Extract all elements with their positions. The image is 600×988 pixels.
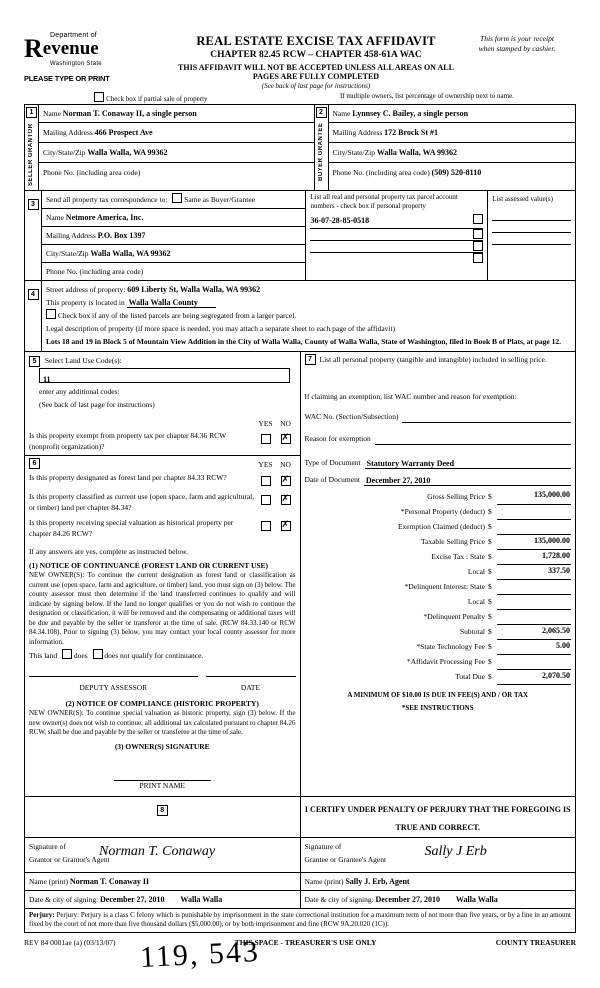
state-label: Washington State [50, 61, 102, 67]
forest-land-label: Is this property designated as forest land per chapter 84.33 RCW? [29, 473, 227, 482]
legal-description-value: Lots 18 and 19 in Block 5 of Mountain View Addition in the City of Walla Walla, County of Walla Walla, State of Washington, filed in Book B of Plats, at page 12. [46, 337, 562, 346]
excise-tax-affidavit-form [24, 30, 576, 949]
seller-citystate-value: Walla Walla, WA 99362 [87, 148, 168, 157]
receipt-note [458, 30, 576, 54]
tax-value: 135,000.00 [497, 534, 571, 549]
parcel-value-1: 36-07-28-85-0518 [310, 216, 370, 225]
tax-row [305, 609, 572, 624]
tax-value [497, 579, 571, 594]
section-8-number: 8 [157, 805, 168, 816]
tax-symbol: $ [488, 612, 492, 621]
grantor-date-label: Date & city of signing: [29, 894, 99, 904]
buyer-citystate-row [329, 143, 576, 163]
corr-mailing-row [42, 227, 305, 245]
buyer-phone-label: Phone No. (including area code) [332, 168, 430, 177]
seller-side-label [25, 105, 39, 191]
tax-row [305, 564, 572, 579]
seller-mailing-label: Mailing Address [43, 128, 93, 137]
qualify-label: qualify for continuance. [131, 651, 204, 660]
land-use-row [29, 354, 296, 367]
print-name-label: PRINT NAME [114, 780, 212, 790]
section-1-2 [24, 104, 576, 191]
continuance-qualify-row [29, 649, 296, 662]
notice-compliance-title: (2) NOTICE OF COMPLIANCE (HISTORIC PROPERTY) [65, 699, 259, 708]
if-any-yes-note: If any answers are yes, complete as instructed below. [29, 547, 189, 556]
tax-symbol: $ [488, 522, 492, 531]
grantor-sig-of-label: Grantor or Grantor's Agent [29, 854, 110, 864]
grantee-name-label: Name (print) [304, 876, 344, 886]
reason-label: Reason for exemption [304, 434, 371, 443]
historic-row [29, 517, 296, 539]
street-address-value: 609 Liberty St, Walla Walla, WA 99362 [127, 285, 261, 294]
tax-label: *Personal Property (deduct) [400, 507, 485, 516]
grantee-signature-area[interactable] [301, 838, 576, 872]
partial-sale-cell [24, 92, 278, 103]
see-back-note: (See back of last page for instructions) [261, 82, 371, 90]
segregated-label: Check box if any of the listed parcels are being segregated from a larger parcel. [57, 311, 297, 320]
doc-date-value: December 27, 2010 [364, 476, 571, 486]
historic-label: Is this property receiving special valuation as historical property per chapter 84.26 RCW? [29, 518, 234, 538]
perjury-label: Perjury: [29, 910, 55, 919]
this-land-label: This land [29, 651, 58, 660]
grantor-signature-block [25, 837, 301, 908]
seller-name-value: Norman T. Conaway II, a single person [62, 109, 197, 118]
seller-citystate-label: City/State/Zip [43, 148, 86, 157]
tax-symbol: $ [488, 657, 492, 666]
form-revision: REV 84 0001ae (a) (03/13/07) [24, 937, 116, 947]
historic-yes-checkbox[interactable] [261, 521, 271, 531]
legal-desc-label-row: Legal description of property (if more space is needed, you may attach a separate sheet to each page of the affidavit) [46, 324, 396, 333]
yesno-header-6 [29, 458, 296, 471]
grantee-sig-of-label: Grantee or Grantee's Agent [304, 854, 387, 864]
see-instructions-note: *SEE INSTRUCTIONS [401, 703, 474, 712]
additional-codes-label: enter any additional codes: [39, 387, 120, 396]
buyer-block [328, 105, 576, 191]
parcel-personal-checkbox-4[interactable] [473, 253, 483, 263]
buyer-mailing-value: 172 Brock St #1 [384, 128, 439, 137]
grantee-date-label: Date & city of signing: [304, 894, 374, 904]
personal-property-space[interactable] [305, 365, 572, 391]
does-not-qualify-checkbox[interactable] [93, 649, 103, 659]
tax-label: *State Technology Fee [416, 642, 485, 651]
tax-symbol: $ [488, 597, 492, 606]
section-3-number: 3 [28, 199, 39, 210]
tax-label: Local [467, 567, 485, 576]
section-7 [301, 352, 576, 718]
grantor-date-value: December 27, 2010 [100, 894, 165, 904]
grantee-sig-label: Signature of [304, 841, 342, 851]
grantee-city-value: Walla Walla [455, 894, 498, 904]
deputy-signature-row [29, 676, 296, 695]
land-use-see-back: (See back of last page for instructions) [39, 400, 155, 409]
grantor-name-row [25, 872, 300, 890]
tax-label: *Delinquent Penalty [423, 612, 485, 621]
seller-block [39, 105, 315, 191]
department-label: Department of [50, 32, 97, 39]
partial-sale-row [24, 92, 576, 103]
section-7-number: 7 [305, 354, 316, 365]
tax-row [305, 669, 572, 684]
same-as-buyer-label: Same as Buyer/Grantee [184, 195, 255, 204]
segregated-row [46, 309, 571, 322]
section-5 [25, 352, 300, 456]
doc-type-label: Type of Document [304, 458, 361, 467]
perjury-text: Perjury: Perjury is a class C felony which is punishable by imprisonment in the state correctional institution for a maximum term of not more than five years, or by a fine in an amount fixed by the court of not more than five thousand dollars ($5,000.00), or by both imprisonment and fine (RCW 9A.20.020 (1C)). [29, 910, 572, 928]
tax-row [305, 579, 572, 594]
seller-citystate-row [39, 143, 314, 163]
assessed-row-2 [492, 221, 571, 233]
form-title: REAL ESTATE EXCISE TAX AFFIDAVIT [196, 34, 436, 48]
grantor-signature-area[interactable] [25, 838, 300, 872]
tax-label: *Affidavit Processing Fee [406, 657, 485, 666]
historic-no-checkbox[interactable] [281, 521, 291, 531]
buyer-citystate-label: City/State/Zip [332, 148, 375, 157]
seller-phone-label: Phone No. (including area code) [43, 168, 141, 177]
no-label-5: NO [280, 419, 291, 428]
corr-citystate-value: Walla Walla, WA 99362 [90, 249, 171, 258]
tax-row [305, 654, 572, 669]
assessed-row-1 [492, 209, 571, 221]
forest-land-row [29, 472, 296, 490]
section-1-number: 1 [26, 107, 37, 118]
doc-date-label: Date of Document [304, 475, 360, 484]
buyer-mailing-label: Mailing Address [332, 128, 383, 137]
tax-row [305, 504, 572, 519]
county-treasurer-label: COUNTY TREASURER [495, 937, 576, 947]
section-4 [24, 281, 576, 352]
tax-value: 1,728.00 [497, 549, 571, 564]
reason-value[interactable] [375, 434, 571, 445]
tax-row [305, 624, 572, 639]
right-column [300, 352, 576, 796]
forest-yes-checkbox[interactable] [261, 476, 271, 486]
revenue-initial: R [24, 34, 43, 63]
parcel-header: List all real and personal property tax parcel account numbers - check box if personal property [310, 193, 458, 210]
reason-row [305, 432, 572, 445]
correspondence-block [42, 191, 306, 281]
grantee-signature-value: Sally J Erb [424, 843, 487, 859]
correspondence-label: Send all property tax correspondence to: [46, 195, 168, 204]
grantee-name-row [301, 872, 576, 890]
tax-calculation-table [305, 489, 572, 685]
doc-date-row [305, 473, 572, 486]
land-use-code-value: 11 [43, 375, 51, 384]
tax-label: Local [467, 597, 485, 606]
buyer-name-value: Lynnsey C. Bailey, a single person [352, 109, 469, 118]
multiple-owners-note: If multiple owners, list percentage of ownership next to name. [339, 92, 514, 100]
current-use-label: Is this property classified as current use (open space, farm and agricultural, or timber) land per chapter 84.34? [29, 492, 255, 512]
seller-grantor-vertical: SELLER GRANTOR [28, 123, 34, 187]
yesno-header-5 [29, 417, 296, 430]
wac-row [305, 410, 572, 423]
yes-label-6: YES [258, 460, 273, 469]
corr-mailing-value: P.O. Box 1397 [97, 231, 146, 240]
grantor-date-row [25, 890, 300, 908]
parcel-row-1 [310, 214, 483, 229]
form-header [24, 30, 576, 90]
parcel-personal-checkbox-2[interactable] [473, 229, 483, 239]
tax-value [497, 504, 571, 519]
seller-mailing-value: 466 Prospect Ave [94, 128, 153, 137]
does-qualify-checkbox[interactable] [62, 649, 72, 659]
section-2-number: 2 [316, 107, 327, 118]
tax-label: Exemption Claimed (deduct) [397, 522, 485, 531]
corr-citystate-row [42, 245, 305, 263]
assessed-row-4 [492, 245, 571, 256]
wac-label: WAC No. (Section/Subsection) [304, 412, 399, 421]
parcel-personal-checkbox-3[interactable] [473, 241, 483, 251]
tax-symbol: $ [488, 492, 492, 501]
tax-label: *Delinquent Interest: State [404, 582, 485, 591]
exempt-question-label: Is this property exempt from property tax per chapter 84.36 RCW (nonprofit organization)? [29, 431, 227, 451]
section-8-number-cell [25, 797, 301, 838]
left-column [25, 352, 301, 796]
yes-label-5: YES [258, 419, 273, 428]
property-description-block [42, 281, 576, 352]
form-title-block [174, 30, 458, 90]
county-row [46, 296, 571, 309]
doc-type-row [305, 456, 572, 469]
seller-phone-row [39, 163, 314, 182]
tax-label: Subtotal [459, 627, 485, 636]
parcel-block [306, 191, 488, 281]
tax-symbol: $ [488, 627, 492, 636]
current-use-no-checkbox[interactable] [281, 495, 291, 505]
correspondence-header [42, 191, 305, 209]
does-label: does [73, 651, 88, 660]
same-as-buyer-checkbox[interactable] [172, 193, 182, 203]
tax-symbol: $ [488, 672, 492, 681]
section-3-number-cell [25, 191, 42, 281]
buyer-citystate-value: Walla Walla, WA 99362 [376, 148, 458, 157]
parcel-personal-checkbox-1[interactable] [473, 214, 483, 224]
owner-signature-title: (3) OWNER(S) SIGNATURE [114, 741, 210, 751]
form-chapter: CHAPTER 82.45 RCW – CHAPTER 458-61A WAC [210, 50, 422, 60]
tax-row [305, 534, 572, 549]
seller-name-row [39, 105, 314, 123]
parcel-row-3 [310, 241, 483, 253]
doc-type-value: Statutory Warranty Deed [365, 459, 571, 469]
tax-symbol: $ [488, 582, 492, 591]
buyer-grantee-vertical: BUYER GRANTEE [317, 122, 324, 182]
tax-symbol: $ [488, 537, 492, 546]
street-address-row [46, 283, 571, 296]
exempt-question-row [29, 430, 296, 452]
please-type-label: PLEASE TYPE OR PRINT [24, 74, 110, 83]
current-use-yes-checkbox[interactable] [261, 495, 271, 505]
buyer-phone-row [329, 163, 576, 182]
corr-citystate-label: City/State/Zip [46, 249, 89, 258]
buyer-name-label: Name [332, 109, 351, 118]
perjury-notice [24, 909, 576, 933]
does-not-label: does not [104, 651, 130, 660]
tax-value: 2,065.50 [497, 624, 571, 639]
owner-signature-space[interactable] [29, 753, 296, 775]
grantee-date-value: December 27, 2010 [375, 894, 441, 904]
section-5-number: 5 [29, 356, 40, 367]
grantor-signature-value: Norman T. Conaway [99, 843, 216, 859]
personal-property-label: List all personal property (tangible and intangible) included in selling price. [319, 355, 547, 364]
county-value: Walla Walla County [127, 298, 216, 308]
treasurer-use-label: THIS SPACE - TREASURER'S USE ONLY [234, 937, 377, 947]
tax-row [305, 639, 572, 654]
grantee-name-value: Sally J. Erb, Agent [345, 876, 410, 886]
minimum-due-note: A MINIMUM OF $10.00 IS DUE IN FEE(S) AND / OR TAX [347, 690, 529, 699]
tax-symbol: $ [488, 567, 492, 576]
section-3 [24, 191, 576, 281]
tax-value: 2,070.50 [497, 669, 571, 684]
assessed-block [488, 191, 576, 281]
print-name-row [29, 775, 296, 793]
receipt-line-2: when stamped by cashier. [478, 44, 556, 53]
buyer-mailing-row [329, 123, 576, 143]
notice-compliance-body: NEW OWNER(S): To continue special valuation as historic property, sign (3) below. If the new owner(s) does not wish to continue, all additional tax calculated pursuant to chapter 84.26 RCW, shall be due and payable by the seller or transferee at the time of sale. [29, 709, 296, 736]
deputy-date-label: DATE [240, 683, 261, 692]
tax-value: 135,000.00 [497, 489, 571, 504]
land-use-code-field[interactable] [39, 368, 290, 383]
footer-row [24, 936, 576, 949]
corr-name-value: Netmore America, Inc. [65, 213, 144, 222]
grantor-sig-label: Signature of [29, 841, 66, 851]
grantee-date-row [301, 890, 576, 908]
seller-mailing-row [39, 123, 314, 143]
partial-sale-checkbox[interactable] [94, 92, 104, 102]
corr-mailing-label: Mailing Address [46, 231, 96, 240]
tax-symbol: $ [488, 552, 492, 561]
corr-phone-label: Phone No. (including area code) [46, 267, 144, 276]
deputy-date-line[interactable] [206, 676, 296, 695]
deputy-assessor-label: DEPUTY ASSESSOR [79, 683, 148, 692]
grantor-name-value: Norman T. Conaway II [69, 876, 150, 886]
current-use-row [29, 491, 296, 513]
handwritten-stamp-number: 119, 543 [139, 934, 261, 975]
parcel-row-2 [310, 229, 483, 241]
exemption-claim-label: If claiming an exemption, list WAC number and reason for exemption: [304, 392, 517, 401]
revenue-word: evenue [42, 38, 99, 59]
no-label-6: NO [280, 460, 291, 469]
tax-symbol: $ [488, 642, 492, 651]
agency-logo [24, 30, 174, 83]
exempt-yes-checkbox[interactable] [261, 434, 271, 444]
tax-label: Taxable Selling Price [420, 537, 485, 546]
wac-value[interactable] [402, 412, 571, 423]
tax-row [305, 594, 572, 609]
buyer-side-label [314, 105, 328, 191]
tax-symbol: $ [488, 507, 492, 516]
tax-label: Total Due [455, 672, 485, 681]
section-8 [24, 797, 576, 909]
street-address-label: Street address of property: [46, 285, 126, 294]
buyer-phone-value: (509) 520-8110 [431, 168, 482, 177]
segregated-checkbox[interactable] [46, 309, 56, 319]
section-5-6-7 [24, 352, 576, 797]
grantor-city-value: Walla Walla [180, 894, 223, 904]
tax-value [497, 594, 571, 609]
notice-continuance-body: NEW OWNER(S): To continue the current designation as forest land or classification as current use (open space, farm and agriculture, or timber) land, you must sign on (3) below. The county assessor must then determine if the land transferred continues to qualify and will indicate by signing below. If the land no longer qualifies or you do not wish to continue the designation or classification, it will be removed and the compensating or additional taxes will be due and payable by the seller or transferor at the time of sale. (RCW 84.33.140 or RCW 84.34.108). Prior to signing (3) below, you may contact your local county assessor for more information. [29, 571, 296, 646]
forest-no-checkbox[interactable] [281, 476, 291, 486]
grantor-name-label: Name (print) [29, 876, 68, 886]
land-use-label: Select Land Use Code(s): [44, 356, 122, 365]
tax-value: 337.50 [497, 564, 571, 579]
parcel-row-4 [310, 253, 483, 264]
deputy-assessor-line[interactable] [29, 676, 198, 695]
buyer-name-row [329, 105, 576, 123]
tax-value [497, 654, 571, 669]
seller-name-label: Name [43, 109, 61, 118]
corr-phone-row [42, 263, 305, 280]
tax-label: Excise Tax : State [431, 552, 485, 561]
tax-row [305, 489, 572, 504]
section-4-number: 4 [28, 289, 39, 300]
county-label: This property is located in [46, 298, 125, 307]
exempt-no-checkbox[interactable] [281, 434, 291, 444]
tax-label: Gross Selling Price [427, 492, 485, 501]
tax-value [497, 609, 571, 624]
notice-continuance-title: (1) NOTICE OF CONTINUANCE (FOREST LAND OR CURRENT USE) [29, 561, 269, 570]
section-4-number-cell [25, 281, 42, 352]
section-6-number: 6 [29, 458, 40, 469]
assessed-header: List assessed value(s) [492, 195, 553, 203]
partial-sale-label: Check box if partial sale of property [106, 95, 208, 103]
receipt-line-1: This form is your receipt [480, 34, 554, 43]
corr-name-row [42, 209, 305, 227]
grantee-signature-block [300, 837, 576, 908]
form-notice: THIS AFFIDAVIT WILL NOT BE ACCEPTED UNLESS ALL AREAS ON ALL PAGES ARE FULLY COMPLETED [178, 63, 454, 81]
corr-name-label: Name [46, 213, 64, 222]
certify-statement: I CERTIFY UNDER PENALTY OF PERJURY THAT THE FOREGOING IS TRUE AND CORRECT. [300, 797, 576, 838]
section-6 [25, 456, 300, 796]
tax-value [497, 519, 571, 534]
tax-row [305, 549, 572, 564]
tax-value: 5.00 [497, 639, 571, 654]
tax-row [305, 519, 572, 534]
personal-property-row [305, 354, 572, 365]
assessed-row-3 [492, 233, 571, 245]
